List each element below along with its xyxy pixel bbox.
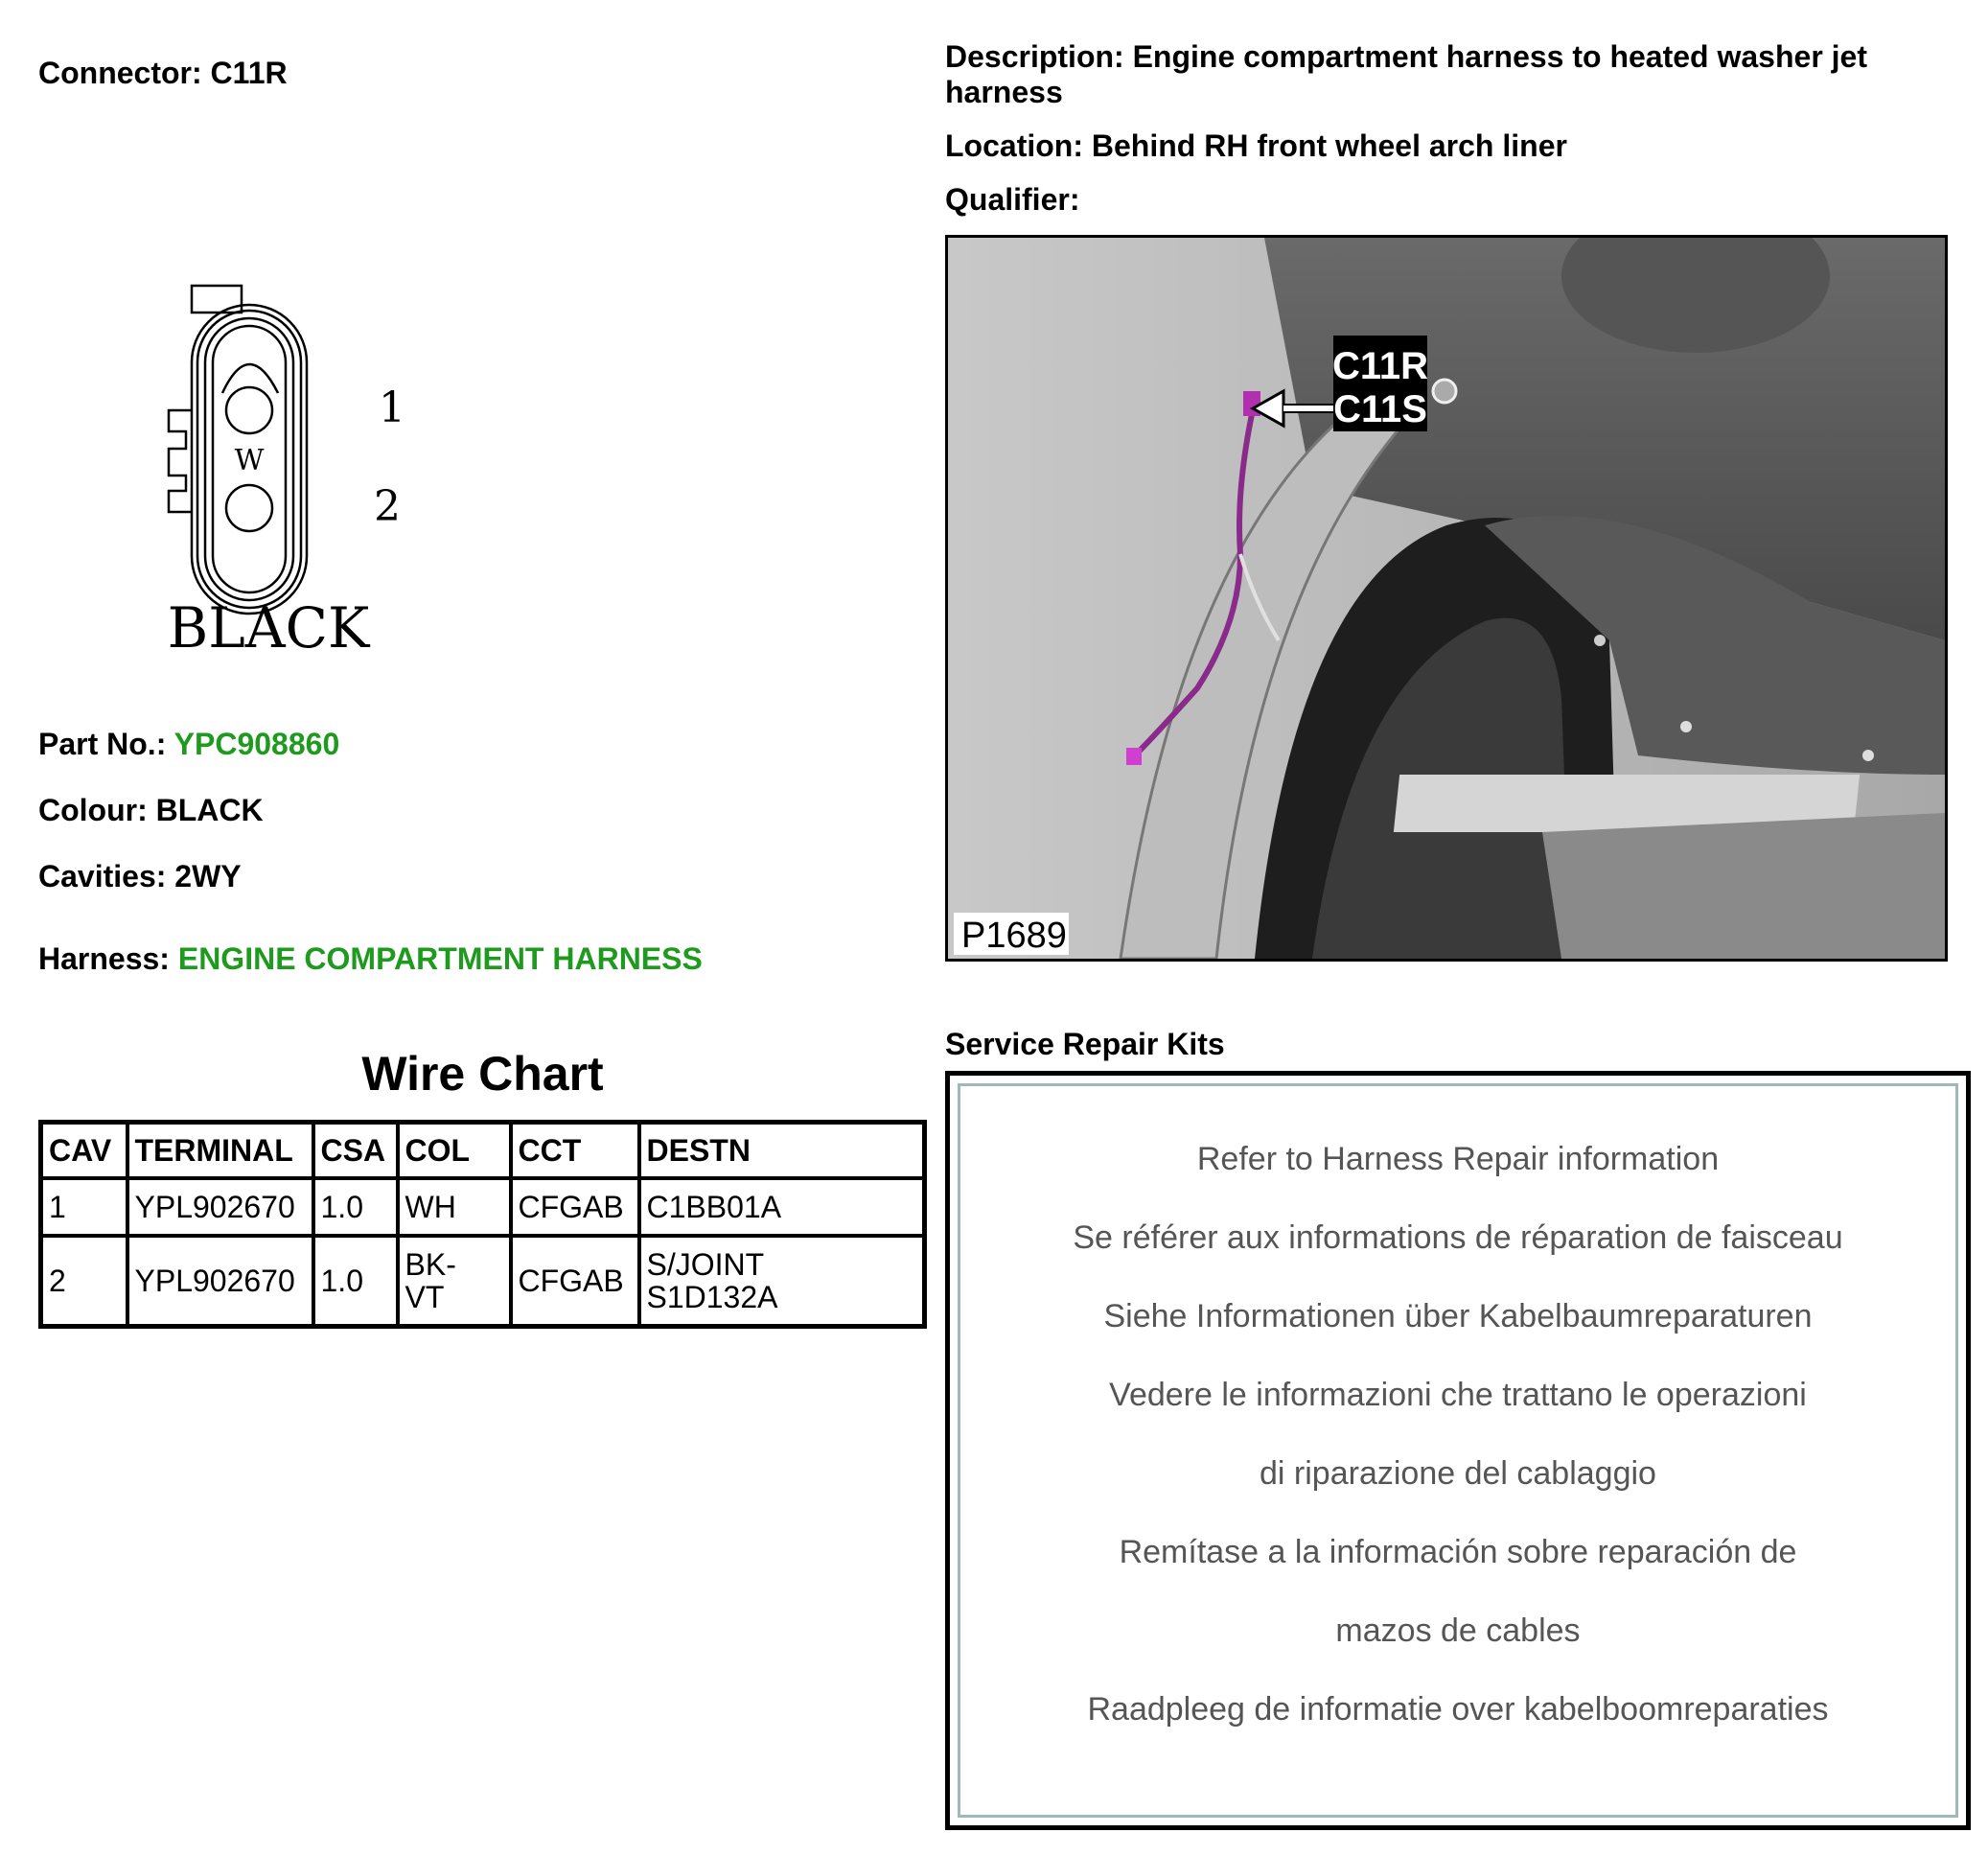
service-repair-kits-inner bbox=[958, 1083, 1958, 1818]
cell-col bbox=[398, 1178, 511, 1236]
cavities-row bbox=[38, 858, 242, 894]
srk-line-spanish-2: mazos de cables bbox=[1335, 1612, 1581, 1649]
colour-label: Colour: bbox=[38, 793, 148, 827]
connector-face-diagram bbox=[144, 278, 431, 661]
description-continuation: harness bbox=[945, 75, 1063, 109]
col-line-1: WH bbox=[405, 1190, 456, 1224]
srk-line-french: Se référer aux informations de réparation de faisceau bbox=[1073, 1219, 1843, 1256]
srk-line-english: Refer to Harness Repair information bbox=[1196, 1141, 1720, 1177]
cell-cct: CFGAB bbox=[511, 1178, 639, 1236]
destn-line-1: C1BB01A bbox=[646, 1190, 782, 1224]
srk-line-german: Siehe Informationen über Kabelbaumreparaturen bbox=[1103, 1298, 1813, 1334]
pin-2-label: 2 bbox=[374, 482, 401, 531]
qualifier-label: Qualifier: bbox=[945, 182, 1080, 217]
cell-cav: 2 bbox=[41, 1236, 127, 1327]
wire-chart-title: Wire Chart bbox=[361, 1047, 604, 1101]
description-value: Engine compartment harness to heated washer jet bbox=[1132, 39, 1867, 74]
cavities-value: 2WY bbox=[174, 859, 242, 893]
part-no-row bbox=[38, 726, 339, 762]
colour-value: BLACK bbox=[155, 793, 264, 827]
colour-row bbox=[38, 792, 264, 828]
connector-heading bbox=[38, 55, 288, 91]
srk-line-dutch: Raadpleeg de informatie over kabelboomreparaties bbox=[1087, 1691, 1829, 1728]
header-col: COL bbox=[398, 1123, 511, 1179]
cavities-label: Cavities: bbox=[38, 859, 167, 893]
srk-line-italian-2: di riparazione del cablaggio bbox=[1260, 1455, 1656, 1492]
location-photo bbox=[945, 235, 1948, 962]
photo-callout-c11r: C11R bbox=[1331, 345, 1429, 387]
photo-reference: P1689 bbox=[961, 916, 1067, 956]
connector-label: Connector: bbox=[38, 56, 202, 90]
harness-link[interactable]: ENGINE COMPARTMENT HARNESS bbox=[177, 941, 703, 976]
cell-destn bbox=[639, 1178, 925, 1236]
col-line-2: VT bbox=[405, 1280, 445, 1314]
header-cct: CCT bbox=[511, 1123, 639, 1179]
cell-destn bbox=[639, 1236, 925, 1327]
srk-line-italian-1: Vedere le informazioni che trattano le operazioni bbox=[1109, 1377, 1807, 1413]
location-row bbox=[945, 128, 1567, 164]
col-line-1: BK- bbox=[405, 1247, 456, 1282]
wire-chart-header-row bbox=[41, 1123, 925, 1179]
part-no-label: Part No.: bbox=[38, 727, 167, 761]
connector-colour-label: BLACK bbox=[167, 595, 370, 661]
connector-value: C11R bbox=[210, 56, 288, 90]
header-csa: CSA bbox=[313, 1123, 398, 1179]
harness-label: Harness: bbox=[38, 941, 170, 976]
cell-terminal: YPL902670 bbox=[127, 1236, 313, 1327]
cell-terminal: YPL902670 bbox=[127, 1178, 313, 1236]
service-repair-kits-title: Service Repair Kits bbox=[945, 1027, 1225, 1061]
cell-cct: CFGAB bbox=[511, 1236, 639, 1327]
cell-cav: 1 bbox=[41, 1178, 127, 1236]
photo-callout-c11s: C11S bbox=[1333, 388, 1427, 430]
part-no-link[interactable]: YPC908860 bbox=[173, 727, 340, 761]
description-label: Description: bbox=[945, 39, 1124, 74]
srk-line-spanish-1: Remítase a la información sobre reparación de bbox=[1119, 1534, 1797, 1570]
cell-col bbox=[398, 1236, 511, 1327]
table-row bbox=[41, 1236, 925, 1327]
table-row bbox=[41, 1178, 925, 1236]
cell-csa: 1.0 bbox=[313, 1178, 398, 1236]
location-label: Location: bbox=[945, 128, 1083, 163]
wire-chart-table bbox=[38, 1120, 927, 1329]
header-terminal: TERMINAL bbox=[127, 1123, 313, 1179]
description-row bbox=[945, 38, 1867, 75]
header-cav: CAV bbox=[41, 1123, 127, 1179]
destn-line-1: S/JOINT bbox=[646, 1247, 765, 1282]
service-repair-kits-box bbox=[945, 1071, 1971, 1830]
destn-line-2: S1D132A bbox=[646, 1280, 778, 1314]
harness-row bbox=[38, 940, 703, 977]
pin-1-label: 1 bbox=[379, 383, 405, 432]
location-value: Behind RH front wheel arch liner bbox=[1091, 128, 1567, 163]
cavity-key-mark: W bbox=[234, 444, 265, 477]
qualifier-row bbox=[945, 181, 1079, 218]
cell-csa: 1.0 bbox=[313, 1236, 398, 1327]
header-destn: DESTN bbox=[639, 1123, 925, 1179]
